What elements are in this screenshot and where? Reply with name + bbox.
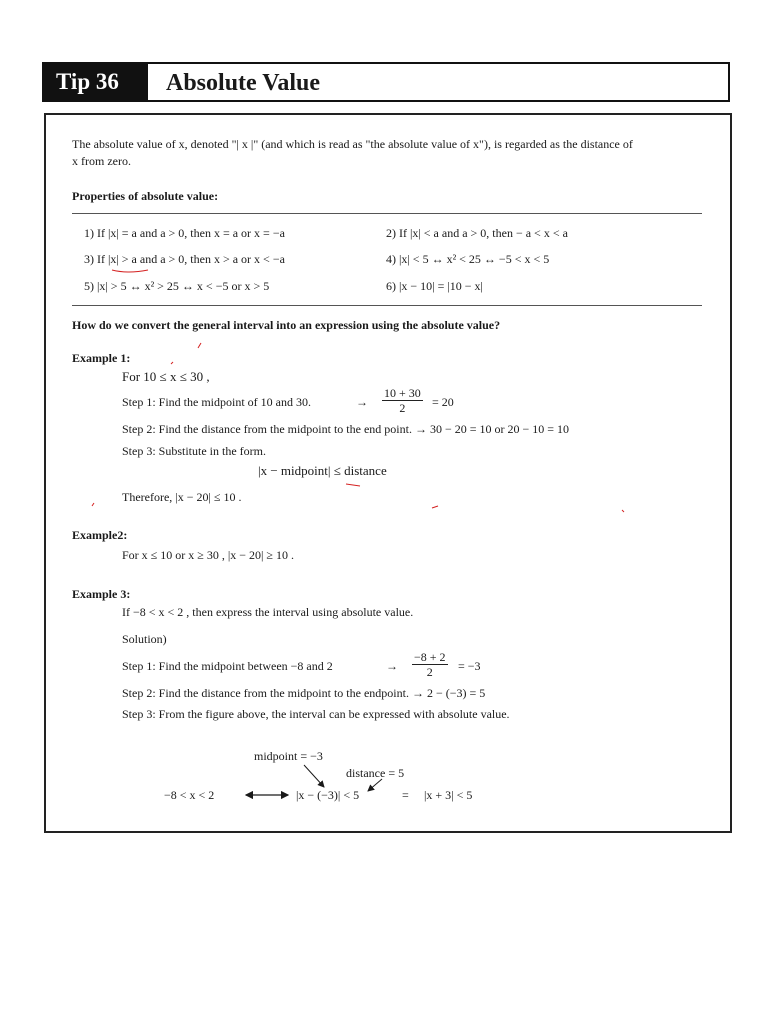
property-2: 2) If |x| < a and a > 0, then − a < x < a bbox=[386, 226, 568, 240]
fraction-denominator: 2 bbox=[399, 401, 406, 415]
diagram-result: |x + 3| < 5 bbox=[424, 788, 473, 802]
example2-line: For x ≤ 10 or x ≥ 30 , |x − 20| ≥ 10 . bbox=[122, 548, 294, 562]
diagram-expression: |x − (−3)| < 5 bbox=[296, 788, 360, 802]
example3-step1-result: = −3 bbox=[458, 659, 481, 673]
tip-label: Tip 36 bbox=[44, 64, 148, 100]
example3-heading: Example 3: bbox=[72, 587, 131, 601]
example3-step1-arrow: → bbox=[386, 659, 398, 673]
example3-step2: Step 2: Find the distance from the midpoint to the endpoint. → 2 − (−3) = 5 bbox=[122, 686, 486, 700]
red-tick-mark bbox=[622, 510, 624, 512]
example1-step2: Step 2: Find the distance from the midpoint to the end point. → 30 − 20 = 10 or 20 − 10 = 10 bbox=[122, 422, 570, 436]
example1-step1: Step 1: Find the midpoint of 10 and 30. bbox=[122, 395, 311, 409]
diagram-distance-label: distance = 5 bbox=[346, 766, 405, 780]
example1-therefore: Therefore, |x − 20| ≤ 10 . bbox=[122, 490, 242, 504]
diagram-midpoint-label: midpoint = −3 bbox=[254, 749, 323, 763]
intro-line-2: x from zero. bbox=[72, 154, 131, 168]
red-tick-mark bbox=[171, 362, 173, 364]
example2-heading: Example2: bbox=[72, 528, 128, 542]
diagram-equals: = bbox=[402, 788, 409, 802]
fraction-denominator: 2 bbox=[426, 665, 433, 679]
example3-step1: Step 1: Find the midpoint between −8 and 2 bbox=[122, 659, 333, 673]
property-6: 6) |x − 10| = |10 − x| bbox=[386, 279, 483, 293]
properties-heading: Properties of absolute value: bbox=[72, 189, 219, 203]
example3-if: If −8 < x < 2 , then express the interval using absolute value. bbox=[122, 605, 414, 619]
red-underline-mark bbox=[112, 270, 148, 272]
fraction-numerator: 10 + 30 bbox=[384, 386, 421, 400]
property-1: 1) If |x| = a and a > 0, then x = a or x = −a bbox=[84, 226, 285, 240]
property-5: 5) |x| > 5 ↔ x² > 25 ↔ x < −5 or x > 5 bbox=[84, 279, 270, 293]
example1-step3: Step 3: Substitute in the form. bbox=[122, 444, 266, 458]
example3-step3: Step 3: From the figure above, the interval can be expressed with absolute value. bbox=[122, 707, 510, 721]
red-tick-mark bbox=[92, 503, 94, 506]
property-3: 3) If |x| > a and a > 0, then x > a or x < −a bbox=[84, 252, 285, 266]
red-tick-mark bbox=[346, 484, 360, 486]
red-tick-mark bbox=[432, 506, 438, 508]
example1-heading: Example 1: bbox=[72, 351, 131, 365]
page-title: Absolute Value bbox=[166, 70, 321, 96]
property-4: 4) |x| < 5 ↔ x² < 25 ↔ −5 < x < 5 bbox=[386, 252, 550, 266]
example1-for: For 10 ≤ x ≤ 30 , bbox=[122, 369, 210, 384]
fraction-numerator: −8 + 2 bbox=[414, 650, 446, 664]
example3-solution: Solution) bbox=[122, 632, 167, 646]
intro-line-1: The absolute value of x, denoted "| x |" (and which is read as "the absolute value of x"), is regarded as the distance of bbox=[72, 137, 633, 151]
red-tick-mark bbox=[198, 343, 201, 348]
diagram-interval: −8 < x < 2 bbox=[164, 788, 215, 802]
question: How do we convert the general interval into an expression using the absolute value? bbox=[72, 318, 501, 332]
example1-step1-arrow: → bbox=[356, 395, 368, 409]
example1-form: |x − midpoint| ≤ distance bbox=[258, 463, 387, 478]
example1-step1-result: = 20 bbox=[432, 395, 454, 409]
